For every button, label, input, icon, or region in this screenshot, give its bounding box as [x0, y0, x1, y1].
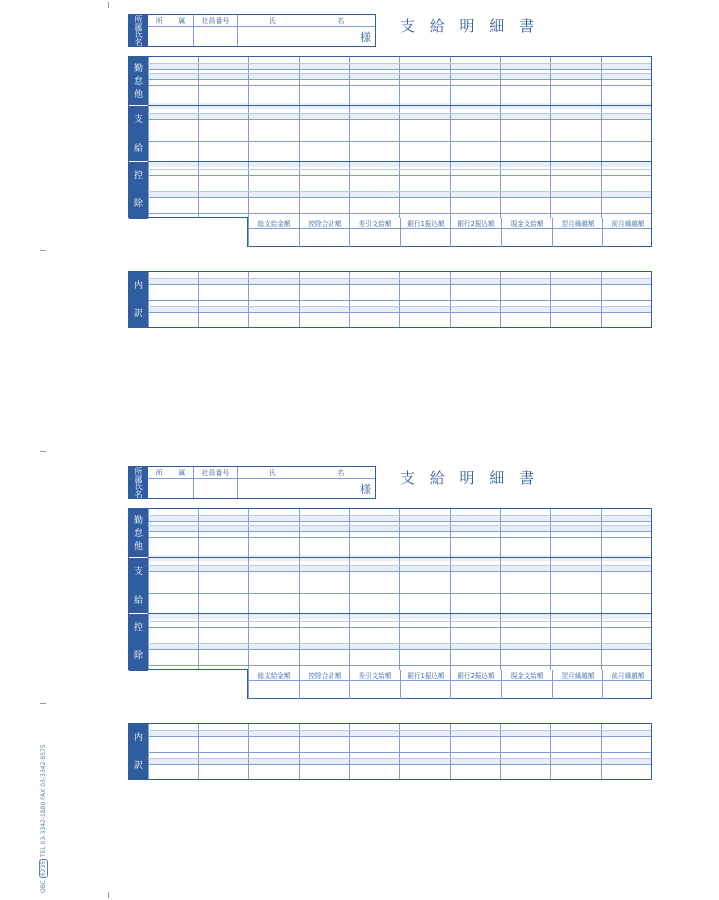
totals-label: 銀行1振込額 [407, 672, 445, 680]
section-label-char: 他 [133, 542, 143, 552]
totals-label: 差引支給額 [358, 672, 392, 680]
totals-label: 銀行1振込額 [407, 220, 445, 228]
totals-cell[interactable] [400, 670, 451, 699]
grid-column-line [148, 509, 149, 670]
grid-column-line [550, 57, 551, 218]
section-label-char: 控 [133, 171, 143, 181]
grid-row-line [148, 169, 651, 170]
grid-row-line [148, 312, 651, 313]
grid-row-line [148, 571, 651, 572]
grid-row-line [148, 758, 651, 759]
grid-column-line [198, 57, 199, 218]
totals-cell[interactable] [450, 670, 501, 699]
grid-row-line [148, 515, 651, 516]
side-label-char: 名 [134, 37, 143, 47]
attendance-section-label [129, 509, 148, 557]
attendance-section-label [129, 57, 148, 105]
section-label-char: 内 [133, 733, 143, 743]
totals-label: 差引支給額 [358, 220, 392, 228]
grid-column-line [601, 509, 602, 670]
grid-row-line [148, 525, 651, 526]
totals-label: 控除合計額 [308, 220, 342, 228]
employee-name-field[interactable] [237, 467, 375, 498]
grid-row-line [148, 161, 651, 162]
grid-row-line [148, 213, 651, 214]
grid-row-line [148, 593, 651, 594]
totals-cell[interactable] [349, 218, 400, 247]
totals-table [247, 218, 652, 247]
totals-table [247, 670, 652, 699]
totals-cell[interactable] [501, 218, 552, 247]
grid-column-line [248, 509, 249, 670]
totals-cell[interactable] [299, 218, 350, 247]
side-label-char: 所 [134, 467, 143, 476]
employee-header-box [128, 14, 376, 47]
side-label-char: 氏 [134, 482, 143, 491]
breakdown-table [128, 271, 652, 328]
section-label-char: 訳 [133, 309, 143, 319]
payslip-2 [0, 464, 719, 804]
totals-cell[interactable] [248, 218, 299, 247]
name-label-char: 名 [337, 17, 345, 25]
grid-row-line [148, 531, 651, 532]
name-label-char: 氏 [268, 17, 276, 25]
grid-row-line [148, 736, 651, 737]
grid-column-line [198, 509, 199, 670]
totals-label: 控除合計額 [308, 672, 342, 680]
breakdown-section-label [129, 272, 148, 328]
totals-cell[interactable] [299, 670, 350, 699]
table-bottom-border [128, 669, 248, 670]
grid-column-line [349, 57, 350, 218]
dept-name-side-label [129, 15, 148, 46]
grid-column-line [601, 57, 602, 218]
deduction-section-label [129, 614, 148, 671]
employee-name-field[interactable] [237, 15, 375, 46]
section-label-char: 除 [133, 199, 143, 209]
honorific-label: 様 [360, 483, 371, 496]
totals-cell[interactable] [248, 670, 299, 699]
grid-row-line [148, 752, 651, 753]
document-title: 支 給 明 細 書 [400, 17, 540, 35]
totals-label: 現金支給額 [510, 672, 544, 680]
grid-column-line [450, 57, 451, 218]
section-label-char: 内 [133, 281, 143, 291]
totals-label: 前月繰越額 [611, 672, 645, 680]
totals-label: 総支給金額 [257, 672, 291, 680]
name-label-char: 名 [337, 469, 345, 477]
grid-column-line [550, 509, 551, 670]
totals-label: 総支給金額 [257, 220, 291, 228]
totals-label: 銀行2振込額 [457, 672, 495, 680]
honorific-label: 様 [360, 31, 371, 44]
department-field[interactable] [148, 467, 193, 498]
grid-row-line [148, 730, 651, 731]
section-label-char: 怠 [133, 77, 143, 87]
totals-cell[interactable] [602, 218, 653, 247]
deduction-section-label [129, 162, 148, 219]
grid-row-line [148, 557, 651, 558]
grid-row-line [148, 537, 651, 538]
grid-row-line [148, 306, 651, 307]
grid-row-line [148, 73, 651, 74]
side-label-char: 名 [134, 489, 143, 499]
section-label-char: 控 [133, 623, 143, 633]
grid-row-line [148, 119, 651, 120]
section-label-char: 支 [133, 115, 143, 125]
registration-mark [108, 2, 109, 8]
totals-cell[interactable] [450, 218, 501, 247]
employee-number-label: 社員番号 [194, 16, 237, 27]
grid-column-line [450, 509, 451, 670]
totals-cell[interactable] [400, 218, 451, 247]
registration-mark [40, 703, 46, 704]
section-label-char: 給 [133, 144, 143, 154]
table-bottom-border [128, 217, 248, 218]
registration-mark [108, 892, 109, 898]
totals-label: 翌月繰越額 [561, 672, 595, 680]
footer-vendor-text: OBC 6235 TEL 03-3342-1880 FAX 03-3342-8575 [40, 744, 47, 893]
employee-number-label: 社員番号 [194, 468, 237, 479]
grid-row-line [148, 764, 651, 765]
totals-cell[interactable] [501, 670, 552, 699]
grid-column-line [399, 57, 400, 218]
grid-row-line [148, 113, 651, 114]
grid-row-line [148, 197, 651, 198]
dept-label-char: 属 [178, 17, 186, 25]
grid-row-line [148, 63, 651, 64]
grid-row-line [148, 627, 651, 628]
totals-cell[interactable] [552, 218, 603, 247]
pay-detail-table [128, 56, 652, 218]
grid-column-line [299, 509, 300, 670]
section-label-char: 勤 [133, 516, 143, 526]
grid-row-line [148, 69, 651, 70]
department-field[interactable] [148, 15, 193, 46]
grid-column-line [349, 509, 350, 670]
totals-cell[interactable] [349, 670, 400, 699]
grid-column-line [399, 509, 400, 670]
payslip-1 [0, 12, 719, 352]
name-label-char: 氏 [268, 469, 276, 477]
breakdown-table [128, 723, 652, 780]
grid-column-line [500, 509, 501, 670]
side-label-char: 属 [134, 22, 143, 32]
grid-row-line [148, 613, 651, 614]
section-label-char: 除 [133, 651, 143, 661]
section-label-char: 勤 [133, 64, 143, 74]
payment-section-label [129, 558, 148, 613]
totals-label: 前月繰越額 [611, 220, 645, 228]
grid-row-line [148, 79, 651, 80]
grid-column-line [148, 57, 149, 218]
grid-column-line [248, 57, 249, 218]
payment-section-label [129, 106, 148, 161]
totals-label: 翌月繰越額 [561, 220, 595, 228]
grid-column-line [299, 57, 300, 218]
totals-label: 銀行2振込額 [457, 220, 495, 228]
grid-row-line [148, 284, 651, 285]
grid-row-line [148, 141, 651, 142]
grid-row-line [148, 649, 651, 650]
breakdown-section-label [129, 724, 148, 780]
totals-cell[interactable] [552, 670, 603, 699]
grid-row-line [148, 175, 651, 176]
totals-cell[interactable] [602, 670, 653, 699]
grid-row-line [148, 665, 651, 666]
pay-detail-table [128, 508, 652, 670]
employee-number-field[interactable] [193, 15, 237, 46]
totals-label: 現金支給額 [510, 220, 544, 228]
section-label-char: 他 [133, 90, 143, 100]
employee-header-box [128, 466, 376, 499]
grid-row-line [148, 565, 651, 566]
side-label-char: 属 [134, 474, 143, 484]
grid-row-line [148, 643, 651, 644]
dept-name-side-label [129, 467, 148, 498]
registration-mark [40, 250, 46, 251]
dept-label-char: 属 [178, 469, 186, 477]
side-label-char: 所 [134, 15, 143, 24]
grid-row-line [148, 191, 651, 192]
section-label-char: 怠 [133, 529, 143, 539]
grid-row-line [148, 105, 651, 106]
grid-row-line [148, 300, 651, 301]
employee-number-field[interactable] [193, 467, 237, 498]
grid-row-line [148, 85, 651, 86]
section-label-char: 給 [133, 596, 143, 606]
section-label-char: 支 [133, 567, 143, 577]
grid-row-line [148, 278, 651, 279]
grid-row-line [148, 621, 651, 622]
dept-label-char: 所 [155, 17, 163, 25]
registration-mark [40, 451, 46, 452]
grid-column-line [500, 57, 501, 218]
document-title: 支 給 明 細 書 [400, 469, 540, 487]
grid-row-line [148, 521, 651, 522]
side-label-char: 氏 [134, 30, 143, 39]
section-label-char: 訳 [133, 761, 143, 771]
dept-label-char: 所 [155, 469, 163, 477]
